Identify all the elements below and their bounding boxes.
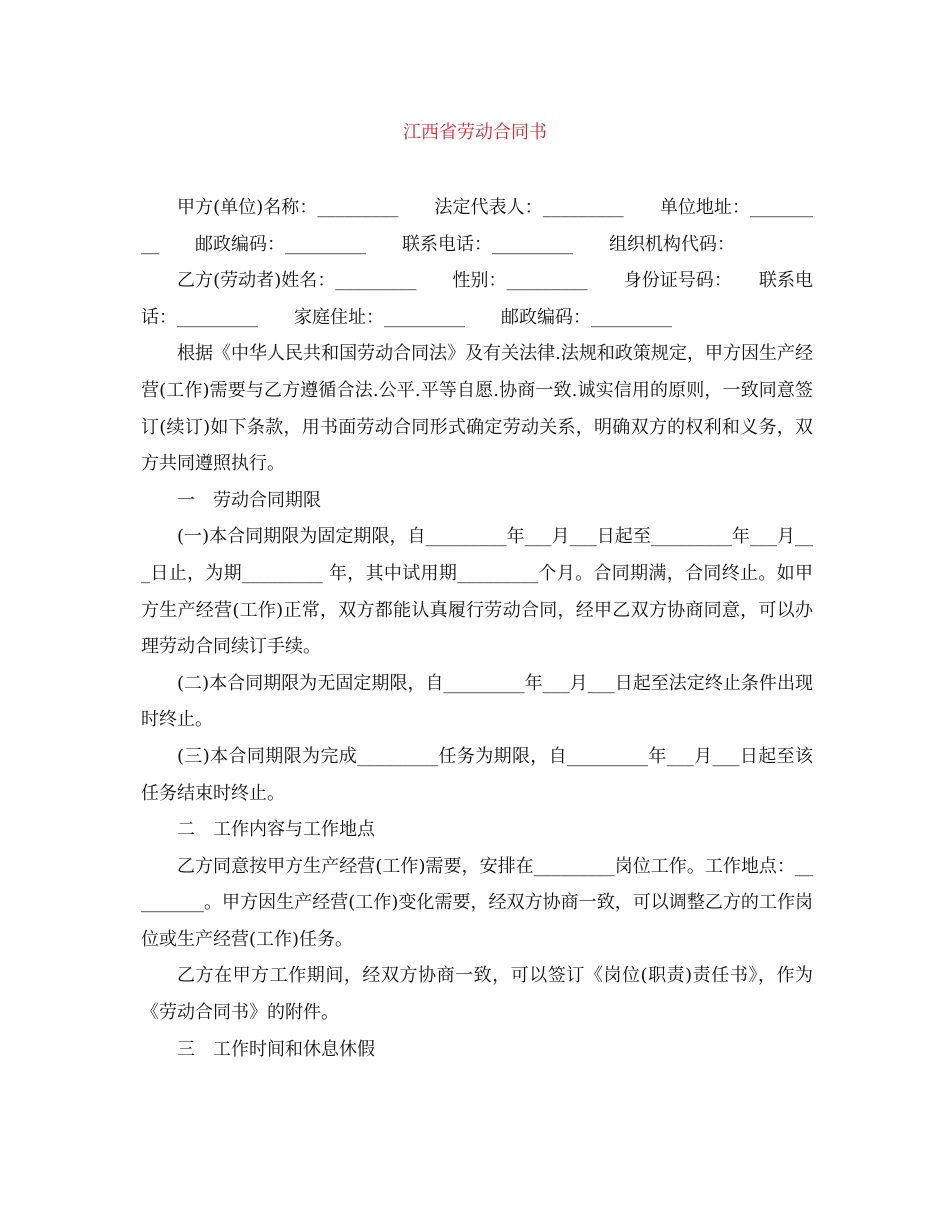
document-body	[141, 190, 813, 1068]
section-heading-work-hours: 三 工作时间和休息休假	[177, 1038, 375, 1060]
term-open-ended-paragraph: (二)本合同期限为无固定期限，自_________年___月___日起至法定终止条件出现时终止。	[141, 672, 813, 731]
term-fixed-paragraph: (一)本合同期限为固定期限，自_________年___月___日起至_________年___月___日止，为期_________ 年，其中试用期_________个月。合同期满，合同终止。如甲方生产经营(工作)正常，双方都能认真履行劳动合同，经甲乙双方协商同意，可以办理劳动合同续订手续。	[141, 526, 813, 658]
job-responsibility-paragraph: 乙方在甲方工作期间，经双方协商一致，可以签订《岗位(职责)责任书》，作为《劳动合同书》的附件。	[141, 965, 813, 1024]
term-task-based-paragraph: (三)本合同期限为完成_________任务为期限，自_________年___月___日起至该任务结束时终止。	[141, 745, 813, 804]
party-a-info: 甲方(单位)名称：_________ 法定代表人：_________ 单位地址：_________ 邮政编码：_________ 联系电话：_________ 组织机构代码：	[141, 197, 813, 255]
section-heading-work-content: 二 工作内容与工作地点	[177, 819, 375, 841]
preamble-paragraph: 根据《中华人民共和国劳动合同法》及有关法律.法规和政策规定，甲方因生产经营(工作)需要与乙方遵循合法.公平.平等自愿.协商一致.诚实信用的原则，一致同意签订(续订)如下条款，用书面劳动合同形式确定劳动关系，明确双方的权利和义务，双方共同遵照执行。	[141, 343, 813, 475]
party-b-info: 乙方(劳动者)姓名：_________ 性别：_________ 身份证号码： 联系电话：_________ 家庭住址：_________ 邮政编码：_________	[141, 270, 813, 328]
section-heading-term: 一 劳动合同期限	[177, 489, 321, 511]
document-title: 江西省劳动合同书	[403, 122, 547, 143]
work-location-paragraph: 乙方同意按甲方生产经营(工作)需要，安排在_________岗位工作。工作地点：_________。甲方因生产经营(工作)变化需要，经双方协商一致，可以调整乙方的工作岗位或生产经营(工作)任务。	[141, 855, 813, 950]
